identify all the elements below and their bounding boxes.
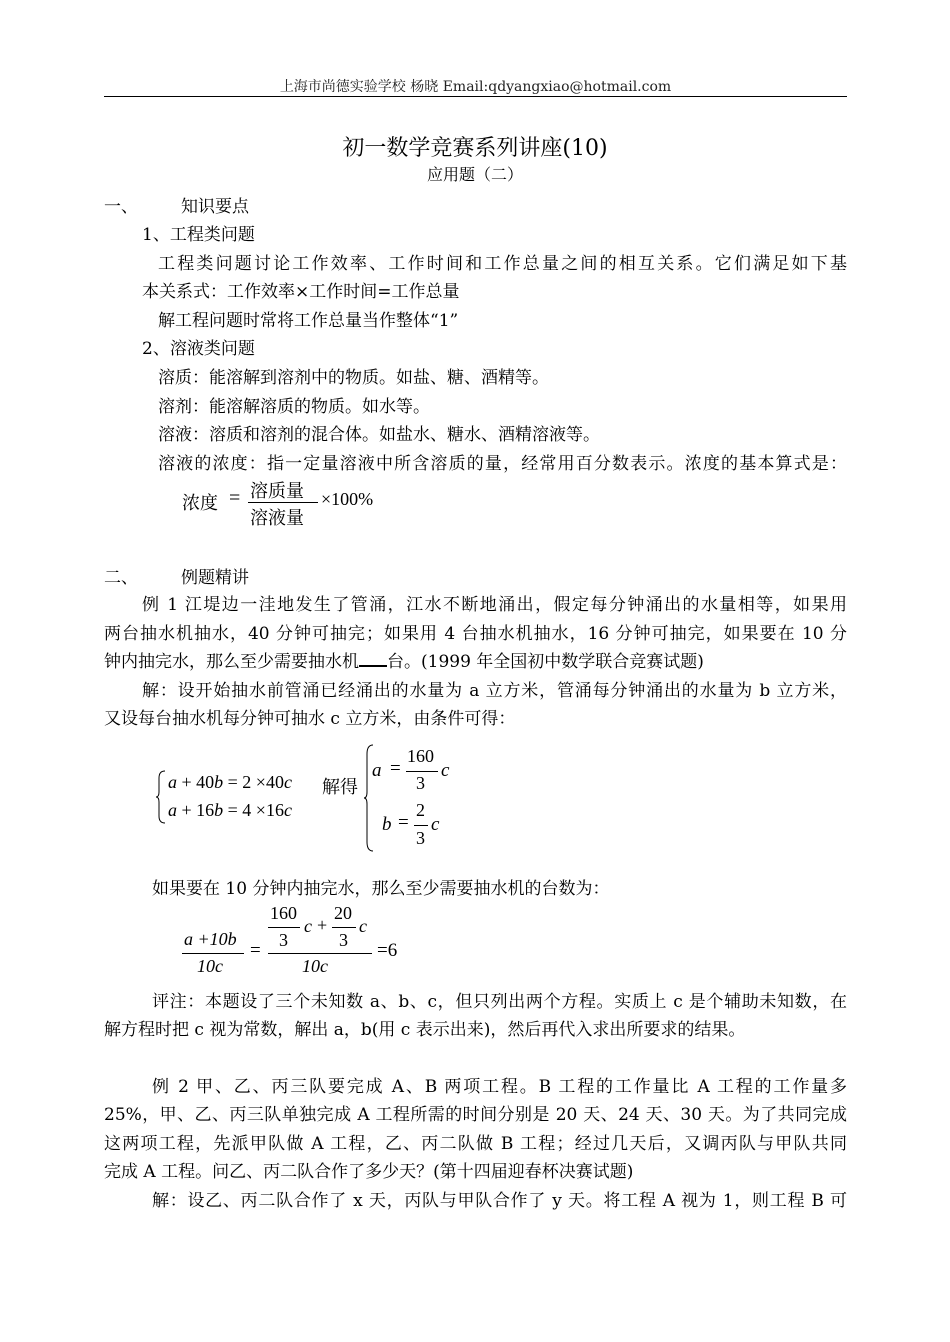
pump-count-intro: 如果要在 10 分钟内抽完水，那么至少需要抽水机的台数为： (152, 879, 610, 899)
calc-equals: = (250, 940, 261, 961)
answer-blank (359, 651, 387, 667)
solution-a-denominator: 3 (416, 773, 425, 793)
example1-solution-line1: 解：设开始抽水前管涌已经涌出的水量为 a 立方米，管涌每分钟涌出的水量为 b 立方米， (142, 681, 847, 701)
left-brace (155, 770, 167, 824)
solute-definition: 溶质：能溶解到溶剂中的物质。如盐、糖、酒精等。 (158, 368, 549, 388)
solution-a-equals: = (390, 758, 401, 779)
solution-b-numerator: 2 (416, 800, 425, 820)
calc-result: =6 (377, 940, 398, 961)
page-title: 初一数学竞赛系列讲座(10) (342, 136, 608, 161)
example2-line1: 例 2 甲、乙、丙三队要完成 A、B 两项工程。B 工程的工作量比 A 工程的工作量多 (152, 1077, 847, 1097)
calc-right-fraction-bar (268, 953, 372, 954)
equation-1: a + 40b = 2 ×40c (168, 772, 292, 792)
header-rule (104, 96, 847, 97)
example1-line3-end: 台。(1999 年全国初中数学联合竞赛试题) (387, 652, 704, 672)
calc-term2-c: c (359, 916, 367, 936)
example1-solution-line2: 又设每台抽水机每分钟可抽水 c 立方米，由条件可得： (104, 709, 516, 729)
section1-sub1: 1、工程类问题 (142, 225, 255, 245)
page-header: 上海市尚德实验学校 杨晓 Email:qdyangxiao@hotmail.com (279, 79, 672, 95)
calc-left-fraction-bar (182, 953, 244, 954)
formula-denominator: 溶液量 (250, 508, 304, 529)
formula-numerator: 溶质量 (250, 481, 304, 502)
solution-a-fraction-bar (406, 771, 438, 772)
example1-line2: 两台抽水机抽水，40 分钟可抽完；如果用 4 台抽水机抽水，16 分钟可抽完，如果要在 10 分 (104, 624, 847, 644)
section1-sub2: 2、溶液类问题 (142, 339, 255, 359)
page-subtitle: 应用题（二） (426, 165, 523, 184)
solution-b-equals: = (398, 812, 409, 833)
formula-lhs: 浓度 (182, 493, 218, 514)
solution-a-numerator: 160 (407, 746, 434, 766)
formula-equals: = (229, 487, 241, 509)
equation-2: a + 16b = 4 ×16c (168, 800, 292, 820)
calc-term2-numerator: 20 (334, 903, 352, 923)
calc-term1-denominator: 3 (279, 930, 288, 950)
section1-title: 知识要点 (181, 197, 249, 217)
section1-p1-line2: 本关系式：工作效率×工作时间=工作总量 (142, 282, 460, 302)
calc-left-denominator: 10c (197, 956, 223, 976)
example2-line4: 完成 A 工程。问乙、丙二队合作了多少天？(第十四届迎春杯决赛试题) (104, 1162, 634, 1182)
section1-number: 一、 (104, 197, 138, 217)
calc-term2-fraction-bar (332, 927, 356, 928)
calc-term1-numerator: 160 (270, 903, 297, 923)
example2-line2: 25%，甲、乙、丙三队单独完成 A 工程所需的时间分别是 20 天、24 天、30 天。为了共同完成 (104, 1105, 847, 1125)
calc-left-numerator: a +10b (184, 929, 237, 949)
solve-word: 解得 (322, 777, 358, 798)
solution-b-c: c (431, 814, 440, 835)
section1-p1-line1: 工程类问题讨论工作效率、工作时间和工作总量之间的相互关系。它们满足如下基 (158, 254, 847, 274)
solution-definition: 溶液：溶质和溶剂的混合体。如盐水、糖水、酒精溶液等。 (158, 425, 600, 445)
solvent-definition: 溶剂：能溶解溶质的物质。如水等。 (158, 397, 430, 417)
calc-term2-denominator: 3 (339, 930, 348, 950)
example1-comment-line1: 评注：本题设了三个未知数 a、b、c，但只列出两个方程。实质上 c 是个辅助未知数，在 (152, 992, 847, 1012)
example2-line3: 这两项工程，先派甲队做 A 工程，乙、丙二队做 B 工程；经过几天后，又调丙队与甲队共同 (104, 1134, 847, 1154)
example1-line1: 例 1 江堤边一洼地发生了管涌，江水不断地涌出，假定每分钟涌出的水量相等，如果用 (142, 595, 847, 615)
example2-solution-line1: 解：设乙、丙二队合作了 x 天，丙队与甲队合作了 y 天。将工程 A 视为 1，则工程 B 可 (152, 1191, 847, 1211)
solution-a-c: c (441, 760, 450, 781)
solution-b-denominator: 3 (416, 828, 425, 848)
formula-fraction-bar (248, 502, 318, 503)
solution-b-var: b (382, 814, 392, 835)
calc-right-denominator: 10c (302, 956, 328, 976)
concentration-definition: 溶液的浓度：指一定量溶液中所含溶质的量，经常用百分数表示。浓度的基本算式是： (158, 454, 847, 474)
example1-comment-line2: 解方程时把 c 视为常数，解出 a，b(用 c 表示出来)，然后再代入求出所要求的结果。 (104, 1020, 746, 1040)
formula-tail: ×100% (321, 489, 374, 509)
section2-number: 二、 (104, 568, 138, 588)
calc-term1-c: c (304, 916, 312, 936)
section1-p2: 解工程问题时常将工作总量当作整体“1” (158, 311, 459, 331)
solution-b-fraction-bar (414, 825, 428, 826)
example1-line3-start: 钟内抽完水，那么至少需要抽水机 (104, 652, 359, 672)
section2-title: 例题精讲 (181, 568, 249, 588)
solution-a-var: a (372, 760, 382, 781)
example1-line3 (104, 647, 704, 672)
calc-plus: + (317, 915, 328, 935)
calc-term1-fraction-bar (268, 927, 300, 928)
